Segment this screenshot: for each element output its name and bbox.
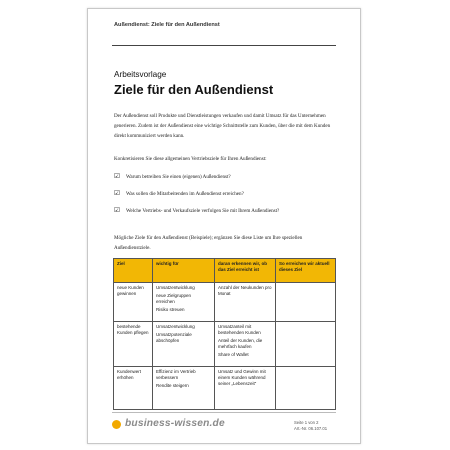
cell-line: Anzahl der Neukunden pro Monat bbox=[218, 285, 272, 296]
cell-aktuell bbox=[276, 283, 336, 322]
doc-title: Ziele für den Außendienst bbox=[114, 82, 274, 97]
table-row bbox=[114, 283, 336, 322]
page-meta bbox=[294, 420, 334, 432]
cell-line: Risiko streuen bbox=[156, 307, 185, 312]
document-page bbox=[87, 8, 361, 444]
cell-line: Effizienz im Vertrieb verbessern bbox=[156, 369, 196, 380]
col-header-aktuell: So erreichen wir aktuell dieses Ziel bbox=[276, 259, 336, 283]
table-row bbox=[114, 367, 336, 410]
checkbox-checked-icon: ☑ bbox=[114, 189, 120, 197]
table-header-row bbox=[114, 259, 336, 283]
running-header: Außendienst: Ziele für den Außendienst bbox=[114, 22, 220, 28]
page-number: Seite 1 von 2 bbox=[294, 420, 319, 425]
cell-ziel: neue Kunden gewinnen bbox=[114, 283, 153, 322]
cell-aktuell bbox=[276, 322, 336, 367]
cell-erkennen bbox=[215, 367, 276, 410]
col-header-wichtig: wichtig für bbox=[153, 259, 215, 283]
goals-table bbox=[113, 258, 336, 410]
checklist-item-text: Warum betreiben Sie einen (eigenen) Außendienst? bbox=[126, 174, 231, 180]
brand-dot-icon bbox=[112, 420, 121, 429]
cell-aktuell bbox=[276, 367, 336, 410]
cell-erkennen bbox=[215, 322, 276, 367]
cell-wichtig bbox=[153, 283, 215, 322]
examples-note: Mögliche Ziele für den Außendienst (Beispiele); ergänzen Sie diese Liste um Ihre speziellen Außendienstziele. bbox=[114, 235, 303, 251]
col-header-erkennen: daran erkennen wir, ob das Ziel erreicht ist bbox=[215, 259, 276, 283]
cell-wichtig bbox=[153, 322, 215, 367]
checklist-item-text: Welche Vertriebs- und Verkaufsziele verfolgen Sie mit Ihrem Außendienst? bbox=[126, 208, 280, 214]
doc-subtitle: Arbeitsvorlage bbox=[114, 70, 167, 79]
cell-line: Umsatzanteil mit bestehenden Kunden bbox=[218, 324, 261, 335]
cell-line: Umsatzpotenziale abschöpfen bbox=[156, 332, 192, 343]
brand-wordmark: business-wissen.de bbox=[125, 418, 225, 429]
footer-divider bbox=[112, 412, 336, 413]
cell-line: Umsatzentwicklung bbox=[156, 285, 195, 290]
cell-ziel: bestehende Kunden pflegen bbox=[114, 322, 153, 367]
table-row bbox=[114, 322, 336, 367]
cell-line: neue Zielgruppen erreichen bbox=[156, 293, 192, 304]
checkbox-checked-icon: ☑ bbox=[114, 206, 120, 214]
cell-line: Rendite steigern bbox=[156, 383, 189, 388]
lead-paragraph: Konkretisieren Sie diese allgemeinen Vertriebsziele für Ihren Außendienst: bbox=[114, 156, 267, 162]
checklist-item-text: Was sollen die Mitarbeitenden im Außendienst erreichen? bbox=[126, 191, 244, 197]
cell-line: Umsatz und Gewinn mit einem Kunden während seiner „Lebenszeit“ bbox=[218, 369, 266, 386]
cell-erkennen bbox=[215, 283, 276, 322]
cell-ziel: Kundenwert erhöhen bbox=[114, 367, 153, 410]
cell-line: Share of Wallet bbox=[218, 352, 249, 357]
header-divider bbox=[112, 45, 336, 46]
cell-line: Anteil der Kunden, die mehrfach kaufen bbox=[218, 338, 263, 349]
col-header-ziel: Ziel bbox=[114, 259, 153, 283]
checkbox-checked-icon: ☑ bbox=[114, 172, 120, 180]
cell-line: Umsatzentwicklung bbox=[156, 324, 195, 329]
cell-wichtig bbox=[153, 367, 215, 410]
article-number: Art.-Nr. 06.107.01 bbox=[294, 426, 328, 431]
intro-paragraph: Der Außendienst soll Produkte und Dienstleistungen verkaufen und damit Umsatz für das Unternehmen generieren. Zudem ist der Außendienst eine wichtige Schnittstelle zum Kunden, über die mit dem Kunden direkt kommuniziert werden kann. bbox=[114, 113, 331, 139]
